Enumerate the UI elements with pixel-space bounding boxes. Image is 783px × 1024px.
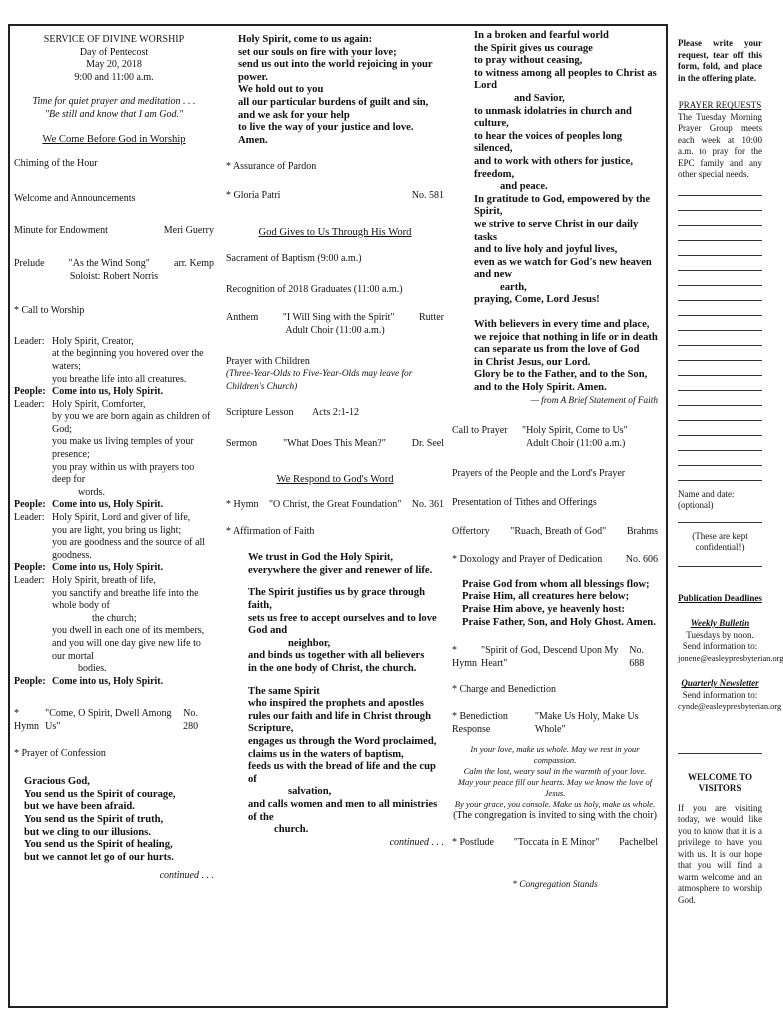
litany-line: Holy Spirit, breath of life, (52, 575, 156, 586)
leader-label: Leader: (14, 335, 45, 347)
write-line[interactable] (678, 466, 762, 481)
quarterly-newsletter-heading: Quarterly Newsletter (681, 678, 759, 688)
section-heading-god-gives: God Gives to Us Through His Word (258, 226, 412, 238)
hymn-label: * Hymn (452, 645, 477, 669)
service-subtitle: Day of Pentecost (79, 46, 149, 58)
faith-line: The Spirit justifies us by grace through faith, (248, 587, 425, 612)
write-line[interactable] (678, 436, 762, 451)
divider (678, 713, 762, 754)
faith-line: we rejoice that nothing in life or in death (474, 331, 658, 343)
litany-leader-4 (14, 575, 214, 676)
anthem-title: "I Will Sing with the Spirit" (282, 312, 395, 324)
faith-line: In gratitude to God, empowered by the Spirit, (474, 193, 651, 218)
confession-prayer-continued (226, 34, 444, 147)
meditation-line-2: "Be still and know that I am God." (44, 108, 184, 120)
faith-line: the Spirit gives us courage (474, 42, 593, 54)
litany-line: you dwell in each one of its members, (52, 625, 205, 637)
write-line[interactable] (678, 196, 762, 211)
welcome-visitors-heading: WELCOME TO VISITORS (688, 771, 752, 793)
confession-line: You send us the Spirit of healing, (24, 839, 173, 851)
hymn-title: "Spirit of God, Descend Upon My Heart" (480, 645, 619, 669)
prayer-line: all our particular burdens of guilt and sin, (238, 96, 429, 108)
faith-line: earth, (500, 281, 527, 293)
litany-line: Holy Spirit, Comforter, (52, 398, 146, 410)
confession-line: You send us the Spirit of truth, (24, 813, 164, 825)
prelude-composer: arr. Kemp (174, 257, 214, 269)
continued-note: continued . . . (159, 870, 214, 882)
call-to-worship: * Call to Worship (14, 305, 85, 317)
people-label: People: (14, 499, 46, 511)
write-line[interactable] (678, 316, 762, 331)
welcome-text: If you are visiting today, we would like you to know that it is a privilege to have you with us. It is our hope that you will find a warm welcome and an atmosphere to worship God. (678, 802, 762, 905)
write-line[interactable] (678, 331, 762, 346)
faith-line: and to work with others for justice, freedom, (474, 155, 633, 180)
confession-line: but we cannot let go of our hurts. (24, 851, 174, 863)
postlude-row (452, 837, 658, 850)
litany-line: you are goodness and the source of all goodness. (52, 537, 206, 561)
litany-line: bodies. (78, 663, 107, 675)
faith-line: and peace. (500, 181, 548, 193)
anthem-composer: Rutter (419, 312, 444, 324)
column-order-of-worship-2 (226, 34, 444, 849)
chiming-item: Chiming of the Hour (14, 158, 98, 170)
hymn-title: "O Christ, the Great Foundation" (268, 499, 402, 511)
faith-line: church. (274, 824, 309, 836)
lyric-line: By your grace, you console. Make us holy, make us whole. (454, 799, 656, 810)
gloria-label: * Gloria Patri (226, 189, 281, 201)
faith-line: sets us free to accept ourselves and to love God and (248, 612, 437, 637)
leader-label: Leader: (14, 512, 45, 524)
faith-line: to witness among all peoples to Christ as Lord (474, 67, 657, 92)
litany-people-1 (14, 386, 214, 399)
doxology-line: Praise Him above, ye heavenly host: (462, 603, 626, 615)
faith-line: and Savior, (514, 92, 565, 104)
anthem-row (226, 312, 444, 325)
write-line[interactable] (678, 406, 762, 421)
confidential-note: (These are kept confidential!) (692, 530, 748, 552)
leader-label: Leader: (14, 575, 45, 586)
hymn-number: No. 280 (183, 708, 199, 732)
litany-line: you pray within us with prayers too deep for (52, 461, 195, 486)
litany-line: Holy Spirit, Lord and giver of life, (52, 512, 191, 524)
faith-line: to unmask idolatries in church and culture, (474, 105, 632, 130)
faith-line: and to the Holy Spirit. Amen. (474, 382, 607, 394)
faith-line: and binds us together with all believers (248, 650, 425, 662)
postlude-composer: Pachelbel (619, 836, 658, 848)
doxology-line: Praise Him, all creatures here below; (462, 591, 630, 603)
service-title: SERVICE OF DIVINE WORSHIP (43, 34, 185, 45)
graduates-item: Recognition of 2018 Graduates (11:00 a.m.) (226, 283, 403, 295)
benediction-title: "Make Us Holy, Make Us Whole" (534, 710, 639, 735)
faith-line: In a broken and fearful world (474, 30, 609, 41)
charge-benediction: * Charge and Benediction (452, 684, 556, 696)
doxology-label: * Doxology and Prayer of Dedication (452, 554, 603, 566)
quarterly-send-label: Send information to: (682, 689, 758, 700)
faith-line: to pray without ceasing, (474, 55, 583, 67)
write-line[interactable] (678, 271, 762, 286)
litany-line: you sanctify and breathe life into the whole body of (52, 587, 199, 612)
call-to-prayer-row (452, 425, 658, 438)
lyric-line: May your peace fill our hearts. May we know the love of Jesus. (457, 777, 653, 799)
faith-line: and calls women and men to all ministries of the (248, 798, 438, 823)
prayer-of-confession: * Prayer of Confession (14, 747, 106, 759)
faith-source: — from A Brief Statement of Faith (530, 395, 658, 406)
write-line[interactable] (678, 451, 762, 466)
prayer-line: to live the way of your justice and love. Amen. (238, 122, 414, 146)
confession-line: You send us the Spirit of courage, (24, 788, 176, 800)
hymn-title: "Come, O Spirit, Dwell Among Us" (45, 708, 172, 732)
prayer-group-info: The Tuesday Morning Prayer Group meets each week at 10:00 a.m. to pray for the EPC family and any other special needs. (678, 111, 762, 179)
call-prayer-title: "Holy Spirit, Come to Us" (522, 425, 628, 437)
faith-line: can separate us from the love of God (474, 344, 640, 356)
litany-line: you are light, you bring us light; (52, 524, 182, 536)
prayer-line: send us out into the world rejoicing in your power. (238, 59, 433, 83)
benediction-label: * Benediction Response (452, 710, 508, 735)
confession-line: but we cling to our illusions. (24, 826, 151, 838)
weekly-email[interactable]: jonene@easleypresbyterian.org (678, 653, 783, 663)
call-prayer-choir: Adult Choir (11:00 a.m.) (526, 437, 626, 449)
prelude-soloist: Soloist: Robert Norris (69, 270, 159, 282)
litany-line: the church; (92, 612, 137, 624)
people-label: People: (14, 386, 46, 398)
divider (678, 554, 762, 567)
children-note: (Three-Year-Olds to Five-Year-Olds may leave for Children's Church) (226, 369, 413, 392)
faith-statement-part-1 (226, 552, 444, 836)
leader-label: Leader: (14, 398, 45, 410)
faith-line: praying, Come, Lord Jesus! (474, 294, 600, 306)
tithes-offerings: Presentation of Tithes and Offerings (452, 497, 597, 508)
litany-people-3 (14, 562, 214, 575)
sermon-row (226, 438, 444, 451)
hymn-row-1 (14, 708, 214, 733)
baptism-item: Sacrament of Baptism (9:00 a.m.) (226, 253, 362, 265)
column-order-of-worship-3 (452, 30, 658, 892)
faith-line: to hear the voices of peoples long silenced, (474, 130, 623, 155)
write-line[interactable] (678, 346, 762, 361)
anthem-label: Anthem (226, 312, 259, 324)
prelude-label: Prelude (14, 257, 45, 269)
people-response: Come into us, Holy Spirit. (52, 675, 164, 687)
people-label: People: (14, 562, 46, 574)
sermon-title: "What Does This Mean?" (283, 437, 386, 449)
hymn-number: No. 361 (411, 499, 444, 511)
confession-line: but we have been afraid. (24, 801, 135, 813)
prayer-line: and we ask for your help (238, 109, 350, 121)
faith-line: who inspired the prophets and apostles (248, 698, 424, 710)
write-line[interactable] (678, 301, 762, 316)
faith-line: rules our faith and life in Christ through Scripture, (248, 710, 431, 735)
people-response: Come into us, Holy Spirit. (52, 562, 164, 574)
doxology-text (452, 579, 658, 629)
name-date-line[interactable] (678, 512, 762, 523)
people-response: Come into us, Holy Spirit. (52, 386, 164, 398)
doxology-line: Praise God from whom all blessings flow; (462, 578, 650, 590)
write-line[interactable] (678, 361, 762, 376)
congregation-stands-note: * Congregation Stands (512, 880, 598, 891)
litany-line: Holy Spirit, Creator, (52, 335, 134, 347)
welcome-item: Welcome and Announcements (14, 192, 136, 204)
section-heading-we-respond: We Respond to God's Word (276, 474, 394, 486)
faith-line: we strive to serve Christ in our daily tasks (474, 218, 639, 243)
continued-note: continued . . . (389, 836, 444, 848)
litany-leader-1 (14, 336, 214, 386)
name-date-label: Name and date: (optional) (678, 488, 735, 510)
benediction-note: (The congregation is invited to sing with the choir) (453, 810, 657, 822)
litany-line: words. (78, 486, 105, 498)
tear-off-sidebar (678, 38, 783, 906)
assurance-of-pardon: * Assurance of Pardon (226, 161, 317, 173)
minute-label: Minute for Endowment (14, 225, 108, 237)
anthem-choir: Adult Choir (11:00 a.m.) (285, 324, 385, 336)
meditation-line-1: Time for quiet prayer and meditation . . . (32, 96, 196, 108)
litany-line: by you we are born again as children of God; (52, 411, 211, 435)
service-times: 9:00 and 11:00 a.m. (74, 71, 154, 83)
write-line[interactable] (678, 256, 762, 271)
doxology-line: Praise Father, Son, and Holy Ghost. Amen. (462, 616, 656, 628)
affirmation-of-faith: * Affirmation of Faith (226, 525, 315, 537)
weekly-deadline: Tuesdays by noon. (686, 629, 754, 640)
minute-endowment-row (14, 225, 214, 238)
hymn-label: * Hymn (226, 499, 259, 511)
confession-prayer (14, 776, 214, 864)
lyric-line: In your love, make us whole. May we rest in your compassion. (470, 744, 640, 766)
request-instructions: Please write your request, tear off this form, fold, and place in the offering plate. (678, 38, 762, 83)
offertory-label: Offertory (452, 525, 490, 537)
confession-line: Gracious God, (24, 776, 90, 788)
minute-who: Meri Guerry (163, 225, 214, 237)
hymn-number: No. 688 (629, 645, 645, 669)
offertory-title: "Ruach, Breath of God" (510, 525, 607, 537)
scripture-label: Scripture Lesson (226, 407, 294, 419)
faith-statement-part-2 (452, 30, 658, 395)
faith-line: in the one body of Christ, the church. (248, 663, 417, 674)
gloria-number: No. 581 (411, 189, 444, 201)
litany-line: and you will one day give new life to our mortal (52, 637, 201, 662)
call-prayer-label: Call to Prayer (452, 425, 508, 437)
faith-line: claims us in the waters of baptism, (248, 748, 404, 760)
faith-line: salvation, (288, 786, 332, 798)
prayers-of-people: Prayers of the People and the Lord's Prayer (452, 468, 626, 480)
litany-line: at the beginning you hovered over the waters; (52, 348, 204, 372)
offertory-row (452, 526, 658, 539)
write-line[interactable] (678, 241, 762, 256)
weekly-bulletin-heading: Weekly Bulletin (690, 618, 750, 628)
faith-line: neighbor, (288, 637, 331, 649)
doxology-row (452, 554, 658, 567)
prayer-line: set our souls on fire with your love; (238, 46, 397, 58)
write-line[interactable] (678, 181, 762, 196)
litany-leader-3 (14, 512, 214, 562)
people-label: People: (14, 675, 46, 687)
litany-line: you make us living temples of your presence; (52, 436, 194, 461)
faith-line: everywhere the giver and renewer of life. (248, 564, 433, 576)
prelude-title: "As the Wind Song" (68, 257, 150, 269)
sermon-preacher: Dr. Seel (411, 437, 444, 449)
benediction-response-row (452, 711, 658, 736)
write-line[interactable] (678, 376, 762, 391)
prayer-with-children: Prayer with Children (226, 355, 310, 367)
write-line[interactable] (678, 286, 762, 301)
faith-line: engages us through the Word proclaimed, (248, 735, 437, 747)
postlude-label: * Postlude (452, 836, 494, 848)
faith-line: We trust in God the Holy Spirit, (248, 552, 394, 564)
write-line[interactable] (678, 226, 762, 241)
write-line[interactable] (678, 391, 762, 406)
postlude-title: "Toccata in E Minor" (513, 836, 600, 848)
gloria-row (226, 190, 444, 203)
hymn-label: * Hymn (14, 708, 39, 732)
faith-line: and to live holy and joyful lives, (474, 244, 618, 256)
column-order-of-worship-1 (14, 34, 214, 883)
prelude-row (14, 258, 214, 271)
people-response: Come into us, Holy Spirit. (52, 499, 164, 511)
prayer-line: We hold out to you (238, 84, 324, 96)
litany-people-2 (14, 499, 214, 512)
hymn-row-3 (452, 645, 658, 670)
prayer-requests-heading: PRAYER REQUESTS (678, 100, 762, 110)
request-lines[interactable] (678, 181, 762, 481)
service-date: May 20, 2018 (86, 59, 142, 71)
publication-deadlines-heading: Publication Deadlines (678, 592, 762, 603)
quarterly-email[interactable]: cynde@easleypresbyterian.org (678, 702, 782, 711)
lyric-line: Calm the lost, weary soul in the warmth of your love. (463, 766, 647, 777)
faith-line: With believers in every time and place, (474, 319, 650, 331)
faith-line: feeds us with the bread of life and the cup of (248, 761, 436, 785)
doxology-number: No. 606 (625, 554, 658, 566)
faith-line: The same Spirit (248, 685, 320, 697)
litany-line: you breathe life into all creatures. (52, 373, 187, 385)
section-heading-come-before-god: We Come Before God in Worship (42, 133, 186, 145)
benediction-lyrics (452, 744, 658, 810)
hymn-row-2 (226, 499, 444, 512)
litany-people-4 (14, 676, 214, 689)
weekly-send-label: Send information to: (682, 641, 758, 651)
faith-line: even as we watch for God's new heaven and new (474, 256, 652, 281)
litany-leader-2 (14, 399, 214, 500)
faith-line: in Christ Jesus, our Lord. (474, 356, 591, 368)
offertory-composer: Brahms (626, 525, 658, 537)
prayer-line: Holy Spirit, come to us again: (238, 34, 373, 45)
write-line[interactable] (678, 211, 762, 226)
write-line[interactable] (678, 421, 762, 436)
scripture-reference: Acts 2:1-12 (312, 407, 359, 419)
faith-line: Glory be to the Father, and to the Son, (474, 369, 648, 381)
scripture-row (226, 407, 444, 420)
sermon-label: Sermon (226, 437, 258, 449)
